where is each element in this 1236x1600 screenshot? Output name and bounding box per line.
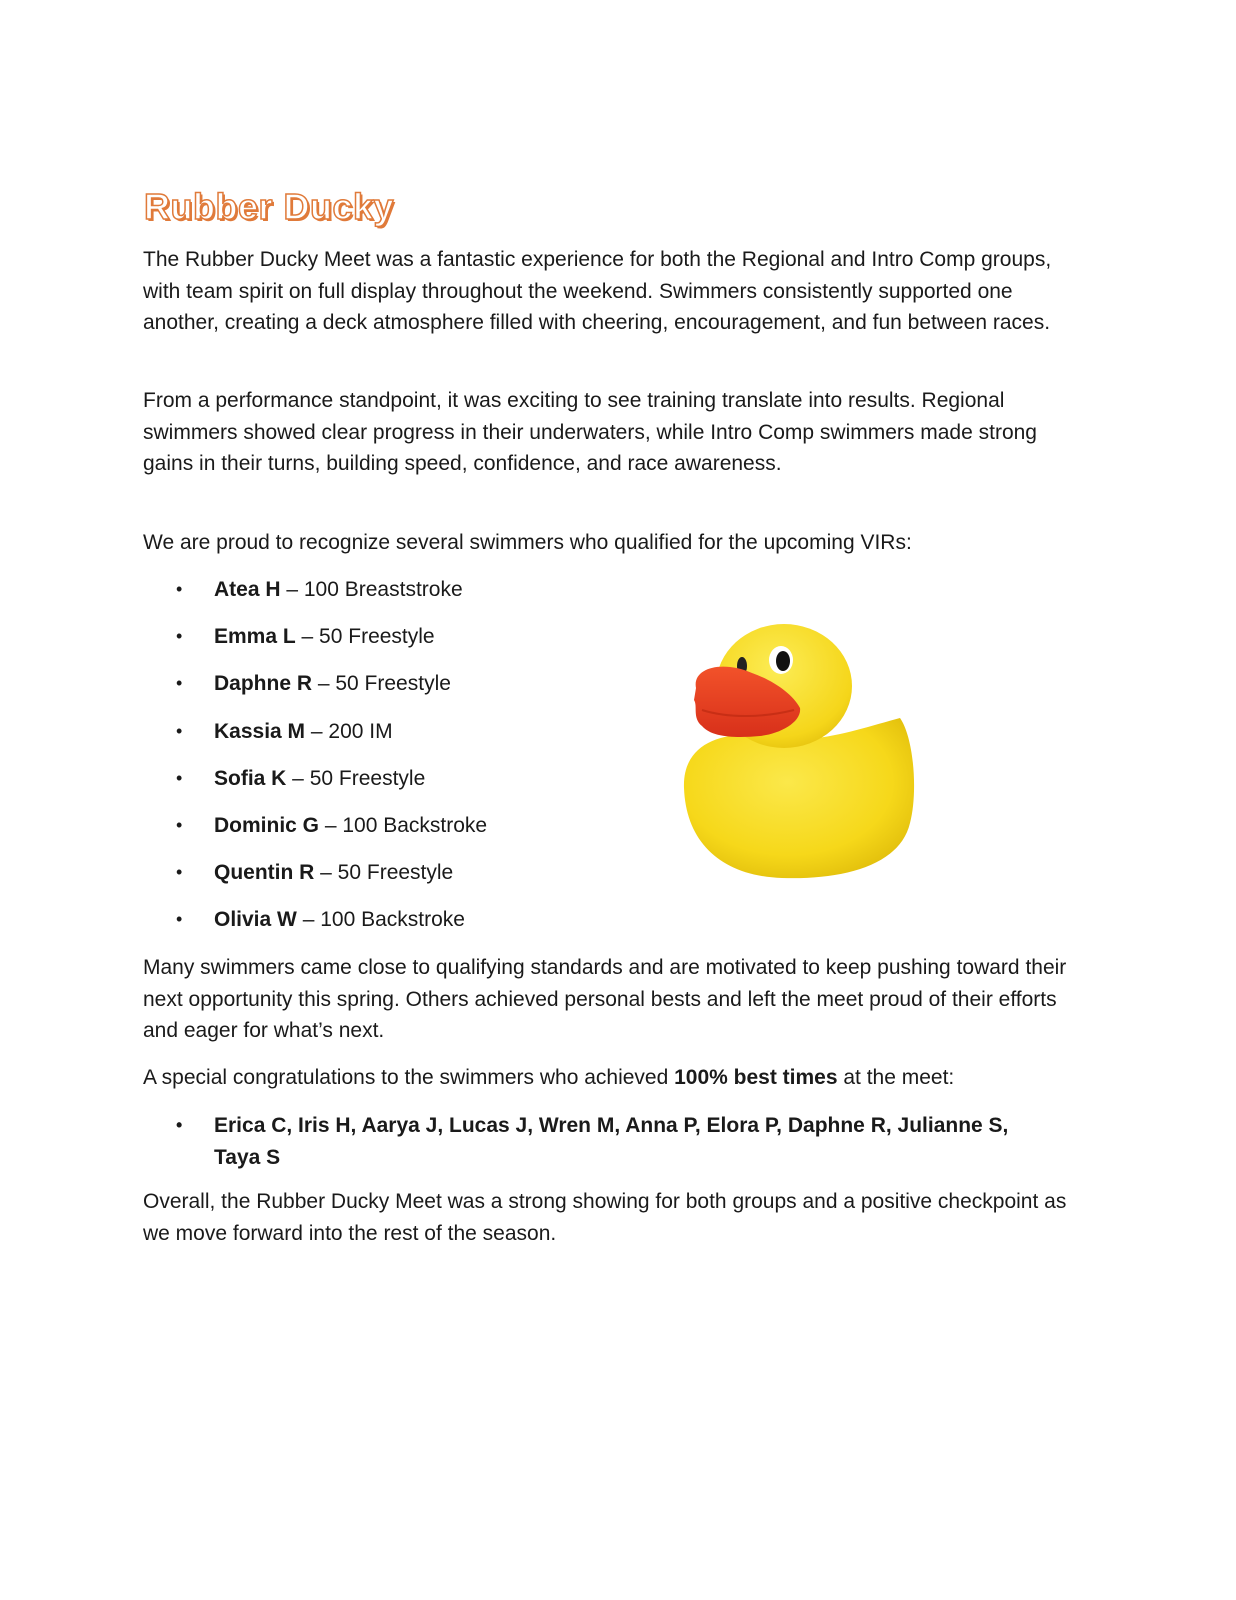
bullet-icon: • bbox=[176, 814, 183, 835]
swimmer-event: – 50 Freestyle bbox=[295, 625, 435, 649]
best-times-list bbox=[176, 1110, 1056, 1173]
qualifiers-intro-paragraph: We are proud to recognize several swimmers who qualified for the upcoming VIRs: bbox=[143, 531, 912, 554]
list-item bbox=[176, 574, 487, 621]
qualifiers-list bbox=[176, 574, 487, 952]
swimmer-event: – 200 IM bbox=[305, 719, 393, 743]
swimmer-name: Olivia W bbox=[214, 908, 297, 932]
swimmer-name: Atea H bbox=[214, 578, 281, 601]
page-title: Rubber Ducky bbox=[144, 186, 395, 227]
swimmer-event: – 100 Breaststroke bbox=[280, 578, 463, 601]
rubber-duck-image bbox=[672, 618, 922, 883]
bullet-icon: • bbox=[176, 720, 183, 741]
bullet-icon: • bbox=[176, 673, 183, 694]
list-item bbox=[176, 1110, 1056, 1173]
swimmer-event: – 50 Freestyle bbox=[312, 672, 451, 696]
swimmer-name: Kassia M bbox=[214, 719, 306, 743]
swimmer-name: Emma L bbox=[214, 625, 296, 649]
best-times-swimmers: Erica C, Iris H, Aarya J, Lucas J, Wren M, Anna P, Elora P, Daphne R, Julianne S, Taya S bbox=[214, 1114, 1009, 1169]
list-item bbox=[176, 668, 487, 715]
best-times-paragraph bbox=[143, 1062, 1073, 1094]
bullet-icon: • bbox=[176, 767, 183, 788]
best-times-prefix: A special congratulations to the swimmers who achieved bbox=[143, 1066, 675, 1089]
intro-paragraph: The Rubber Ducky Meet was a fantastic experience for both the Regional and Intro Comp groups, with team spirit on full display throughout the weekend. Swimmers consistently supported one another, creating a deck atmosphere filled with cheering, encouragement, and fun between races. bbox=[143, 248, 1052, 335]
swimmer-name: Quentin R bbox=[214, 861, 315, 885]
bullet-icon: • bbox=[176, 1115, 183, 1135]
bullet-icon: • bbox=[176, 862, 183, 883]
rubber-duck-icon bbox=[672, 618, 922, 883]
swimmer-event: – 100 Backstroke bbox=[319, 813, 488, 837]
list-item bbox=[176, 763, 487, 810]
close-calls-paragraph: Many swimmers came close to qualifying standards and are motivated to keep pushing toward their next opportunity this spring. Others achieved personal bests and left the meet proud of their efforts and eager for what’s next. bbox=[143, 956, 1067, 1043]
swimmer-event: – 100 Backstroke bbox=[296, 908, 465, 932]
swimmer-name: Daphne R bbox=[214, 672, 313, 696]
swimmer-event: – 50 Freestyle bbox=[314, 861, 454, 885]
closing-paragraph: Overall, the Rubber Ducky Meet was a strong showing for both groups and a positive checkpoint as we move forward into the rest of the season. bbox=[143, 1190, 1067, 1245]
list-item bbox=[176, 857, 487, 904]
bullet-icon: • bbox=[176, 626, 183, 647]
list-item bbox=[176, 716, 487, 763]
bullet-icon: • bbox=[176, 909, 183, 930]
list-item bbox=[176, 904, 487, 951]
swimmer-name: Dominic G bbox=[214, 813, 320, 837]
list-item bbox=[176, 621, 487, 668]
swimmer-name: Sofia K bbox=[214, 766, 287, 790]
best-times-suffix: at the meet: bbox=[837, 1066, 955, 1089]
swimmer-event: – 50 Freestyle bbox=[286, 766, 426, 790]
performance-paragraph: From a performance standpoint, it was exciting to see training translate into results. Regional swimmers showed clear progress in their underwaters, while Intro Comp swimmers made strong gains in their turns, building speed, confidence, and race awareness. bbox=[143, 389, 1037, 476]
bullet-icon: • bbox=[176, 579, 183, 599]
list-item bbox=[176, 810, 487, 857]
best-times-bold: 100% best times bbox=[674, 1066, 838, 1089]
